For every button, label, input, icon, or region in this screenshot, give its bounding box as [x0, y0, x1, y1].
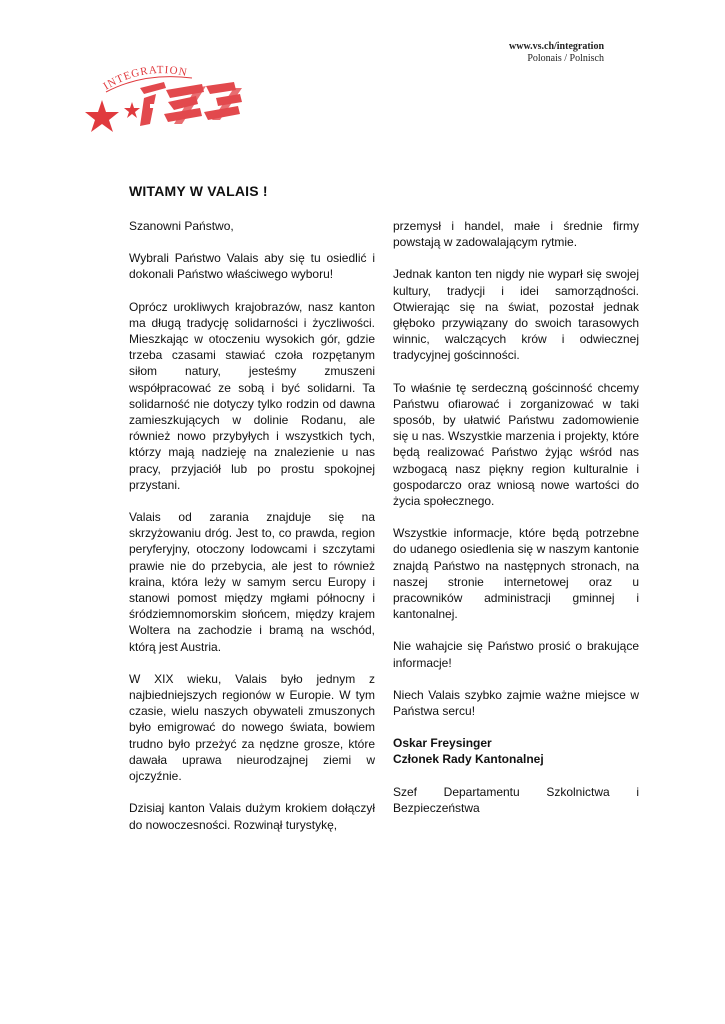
- signature-name: Oskar Freysinger: [393, 736, 492, 751]
- header-language: Polonais / Polnisch: [527, 53, 604, 64]
- signature-block: [393, 735, 639, 767]
- left-column: [129, 218, 375, 849]
- signature-role: Członek Rady Kantonalnej: [393, 752, 544, 767]
- paragraph: Oprócz urokliwych krajobrazów, nasz kanton ma długą tradycję solidarności i życzliwości. Mieszkając w otoczeniu wysokich gór, gdzie trzeba czasami stawiać czoła rozpętanym siłom natury, jesteśmy zmuszeni współpracować ze sobą i być solidarni. Ta solidarność nie dotyczy tylko rodzin od dawna zamieszkujących w dolinie Rodanu, ale również nowo przybyłych i wszystkich tych, którzy mają nadzieję na znalezienie u nas pracy, przyjaciół lub po prostu spokojnej przystani.: [129, 299, 375, 492]
- page-title: WITAMY W VALAIS !: [129, 183, 268, 199]
- star-small-icon: [124, 102, 140, 118]
- signature-department: Szef Departamentu Szkolnictwa i Bezpieczeństwa: [393, 784, 639, 815]
- paragraph: To właśnie tę serdeczną gościnność chcemy Państwu ofiarować i zorganizować w taki sposób, by ułatwić Państwu zadomowienie się u nas. Wszystkie marzenia i projekty, które będą realizować Państwo żyjąc wśród nas wzbogacą nasz piękny region kulturalnie i gospodarczo oraz wniosą nowe wartości do życia społecznego.: [393, 380, 639, 509]
- paragraph: Wybrali Państwo Valais aby się tu osiedlić i dokonali Państwo właściwego wyboru!: [129, 251, 375, 282]
- paragraph: Szanowni Państwo,: [129, 219, 234, 233]
- paragraph: Niech Valais szybko zajmie ważne miejsce w Państwa sercu!: [393, 687, 639, 719]
- paragraph: Jednak kanton ten nigdy nie wyparł się swojej kultury, tradycji i idei samorządności. Otwierając się na świat, pozostał jednak głęboko przywiązany do swoich tarasowych winnic, walczących krów i odwiecznej tradycyjnej gościnności.: [393, 267, 639, 363]
- header-info: [509, 41, 604, 65]
- logo-text: INTEGRATION: [101, 64, 189, 93]
- paragraph: Dzisiaj kanton Valais dużym krokiem dołączył do nowoczesności. Rozwinął turystykę,: [129, 801, 375, 832]
- paragraph: Valais od zarania znajduje się na skrzyżowaniu dróg. Jest to, co prawda, region peryferyjny, otoczony lodowcami i szczytami prawie nie do przebycia, ale jest to również kraina, która leży w samym sercu Europy i stanowi pomost między mgłami północny i śródziemnomorskim słońcem, między krajem Woltera na zachodzie i bramą na wschód, którą jest Austria.: [129, 510, 375, 654]
- brush-strokes-graphic: [140, 82, 242, 126]
- paragraph: przemysł i handel, małe i średnie firmy powstają w zadowalającym rytmie.: [393, 219, 639, 250]
- paragraph: Wszystkie informacje, które będą potrzebne do udanego osiedlenia się w naszym kantonie znajdą Państwo na następnych stronach, na naszej stronie internetowej oraz u pracowników administracji gminnej i kantonalnej.: [393, 526, 639, 622]
- star-icon: [85, 100, 119, 132]
- header-url[interactable]: www.vs.ch/integration: [509, 41, 604, 52]
- paragraph: W XIX wieku, Valais było jednym z najbiedniejszych regionów w Europie. W tym czasie, wielu naszych obywateli zmuszonych było emigrować do nowego świata, bowiem trudno było przeżyć za nędzne grosze, które dawała uprawa nieurodzajnej ziemi w ojczyźnie.: [129, 671, 375, 784]
- paragraph: Nie wahajcie się Państwo prosić o brakujące informacje!: [393, 639, 639, 670]
- integration-logo: [84, 58, 254, 138]
- right-column: [393, 218, 639, 832]
